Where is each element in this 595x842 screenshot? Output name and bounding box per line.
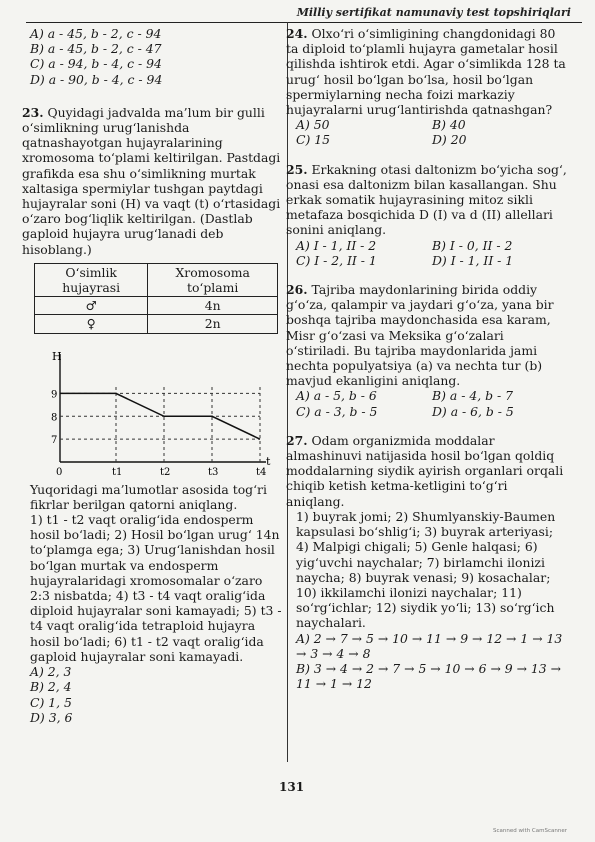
column-divider [287,22,288,762]
option-b[interactable]: B) 3 → 4 → 2 → 7 → 5 → 10 → 6 → 9 → 13 → 11 → 1 → 12 [296,660,561,692]
x-tick-label: t4 [256,466,267,476]
question-text: Erkakning otasi daltonizm bo‘yicha sog‘, onasi esa daltonizm bilan kasallangan. Shu erkak somatik hujayrasining mitoz sikli metafaza bosqichida D (I) va d (II) allellari sonini aniqlang. [286,161,567,238]
option-c[interactable]: C) a - 3, b - 5 [296,403,378,419]
option-a[interactable]: A) 2 → 7 → 5 → 10 → 11 → 9 → 12 → 1 → 13 → 3 → 4 → 8 [296,630,563,661]
male-symbol-cell: ♂ [35,297,148,315]
option-d[interactable]: D) a - 90, b - 4, c - 94 [30,71,163,87]
option-b[interactable]: B) a - 4, b - 7 [432,388,513,404]
question-number: 25. [286,161,308,177]
left-column [22,26,282,739]
option-a[interactable]: A) a - 45, b - 2, c - 94 [30,26,162,41]
question-23 [22,104,282,725]
table-value: 2n [148,315,278,333]
question-26 [286,282,568,419]
option-b[interactable]: B) I - 0, II - 2 [432,237,513,253]
page-header: Milliy sertifikat namunaviy test topshiriqlari [296,6,571,19]
option-d[interactable]: D) 20 [432,132,467,148]
option-a[interactable]: A) I - 1, II - 2 [296,237,377,253]
option-b[interactable]: B) 40 [432,117,466,133]
options-row [296,404,568,419]
cell-count-graph [30,344,275,476]
options-row [296,388,568,403]
page-number: 131 [279,780,305,794]
table-header-cell: O‘simlik hujayrasi [35,263,148,296]
x-tick-label: t2 [160,466,171,476]
question-text: Odam organizmida moddalar almashinuvi natijasida hosil bo‘lgan qoldiq moddalarning siydik ayirish organlari orqali chiqib ketish ketma-ketligini to‘g‘ri aniqlang. [286,432,564,509]
right-column [286,26,568,705]
option-a[interactable]: A) 2, 3 [30,664,72,680]
question-number: 23. [22,104,44,120]
question-22-options [30,26,282,87]
x-tick-label: t3 [208,466,219,476]
option-d[interactable]: D) I - 1, II - 1 [432,252,514,268]
option-d[interactable]: D) 3, 6 [30,709,73,725]
question-number: 27. [286,432,308,448]
scanner-watermark: Scanned with CamScanner [493,828,567,834]
organs-list: 1) buyrak jomi; 2) Shumlyanskiy-Baumen kapsulasi bo‘shlig‘i; 3) buyrak arteriyasi; 4) Malpigi chigali; 5) Genle halqasi; 6) yig‘uvchi naychalar; 7) birlamchi ilonizi naycha; 8) buyrak venasi; 9) kosachalar; 10) ikkilamchi ilonizi naychalar; 11) so‘rg‘ichlar; 12) siydik yo‘li; 13) so‘rg‘ich naychalari. [296,508,556,631]
x-axis-label: t [266,454,271,468]
y-tick-label: 8 [51,411,58,423]
question-text: Olxo‘ri o‘simligining changdonidagi 80 ta diploid to‘plamli hujayra gametalar hosil qilishda ishtirok etdi. Agar o‘simlikda 128 ta urug‘ hosil bo‘lgan bo‘lsa, hosil bo‘lgan spermiylarning necha foizi markaziy hujayralarni urug‘lantirishda qatnashgan? [286,26,566,118]
option-a[interactable]: A) 50 [296,117,330,133]
question-24 [286,26,568,148]
option-c[interactable]: C) a - 94, b - 4, c - 94 [30,56,162,72]
question-27 [286,432,568,692]
options-row [296,253,568,268]
question-text: Tajriba maydonlarining birida oddiy g‘o‘za, qalampir va jaydari g‘o‘za, yana bir boshqa tajriba maydonchasida esa karam, Misr g‘o‘zasi va Meksika g‘o‘zalari o‘stiriladi. Bu tajriba maydonlarida jami nechta populyatsiya (a) va nechta tur (b) mavjud ekanligini aniqlang. [286,282,554,389]
statements-list: 1) t1 - t2 vaqt oralig‘ida endosperm hosil bo‘ladi; 2) Hosil bo‘lgan urug‘ 14n to‘plamga ega; 3) Urug‘lanishdan hosil bo‘lgan murtak va endosperm hujayralaridagi xromosomalar o‘zaro 2:3 nisbatda; 4) t3 - t4 vaqt oralig‘ida diploid hujayralar soni kamayadi; 5) t3 - t4 vaqt oralig‘ida tetraploid hujayra hosil bo‘ladi; 6) t1 - t2 vaqt oralig‘ida gaploid hujayralar soni kamayadi. [30,512,282,664]
question-text: Quyidagi jadvalda ma’lum bir gulli o‘simlikning urug‘lanishda qatnashayotgan hujayralarining xromosoma to‘plami keltirilgan. Pastdagi grafikda esa shu o‘simlikning murtak xaltasiga spermiylar tushgan paytdagi hujayralar soni (H) va vaqt (t) o‘rtasidagi o‘zaro bog‘liqlik keltirilgan. (Dastlab gaploid hujayra urug‘lanadi deb hisoblang.) [22,104,281,257]
option-d[interactable]: D) a - 6, b - 5 [432,403,514,419]
question-number: 24. [286,26,308,41]
y-tick-label: 9 [51,389,58,401]
y-axis-label: H [52,349,62,363]
option-c[interactable]: C) 15 [296,132,331,148]
options-row [296,238,568,253]
option-b[interactable]: B) 2, 4 [30,679,72,695]
female-symbol-cell: ♀ [35,315,148,333]
option-a[interactable]: A) a - 5, b - 6 [296,388,377,404]
option-c[interactable]: C) 1, 5 [30,694,72,710]
header-rule [26,22,582,23]
question-text-2: Yuqoridagi ma’lumotlar asosida tog‘ri fikrlar berilgan qatorni aniqlang. [30,481,267,512]
y-tick-label: 7 [51,434,58,446]
x-tick-label: t1 [112,466,123,476]
chromosome-table [34,263,278,334]
question-number: 26. [286,282,308,298]
table-value: 4n [148,297,278,315]
options-row [296,132,568,147]
question-25 [286,161,568,268]
options-row [296,117,568,132]
x-tick-label: 0 [56,466,63,476]
option-b[interactable]: B) a - 45, b - 2, c - 47 [30,41,162,57]
option-c[interactable]: C) I - 2, II - 1 [296,252,377,268]
table-header-set: Xromosoma to‘plami [148,263,278,296]
